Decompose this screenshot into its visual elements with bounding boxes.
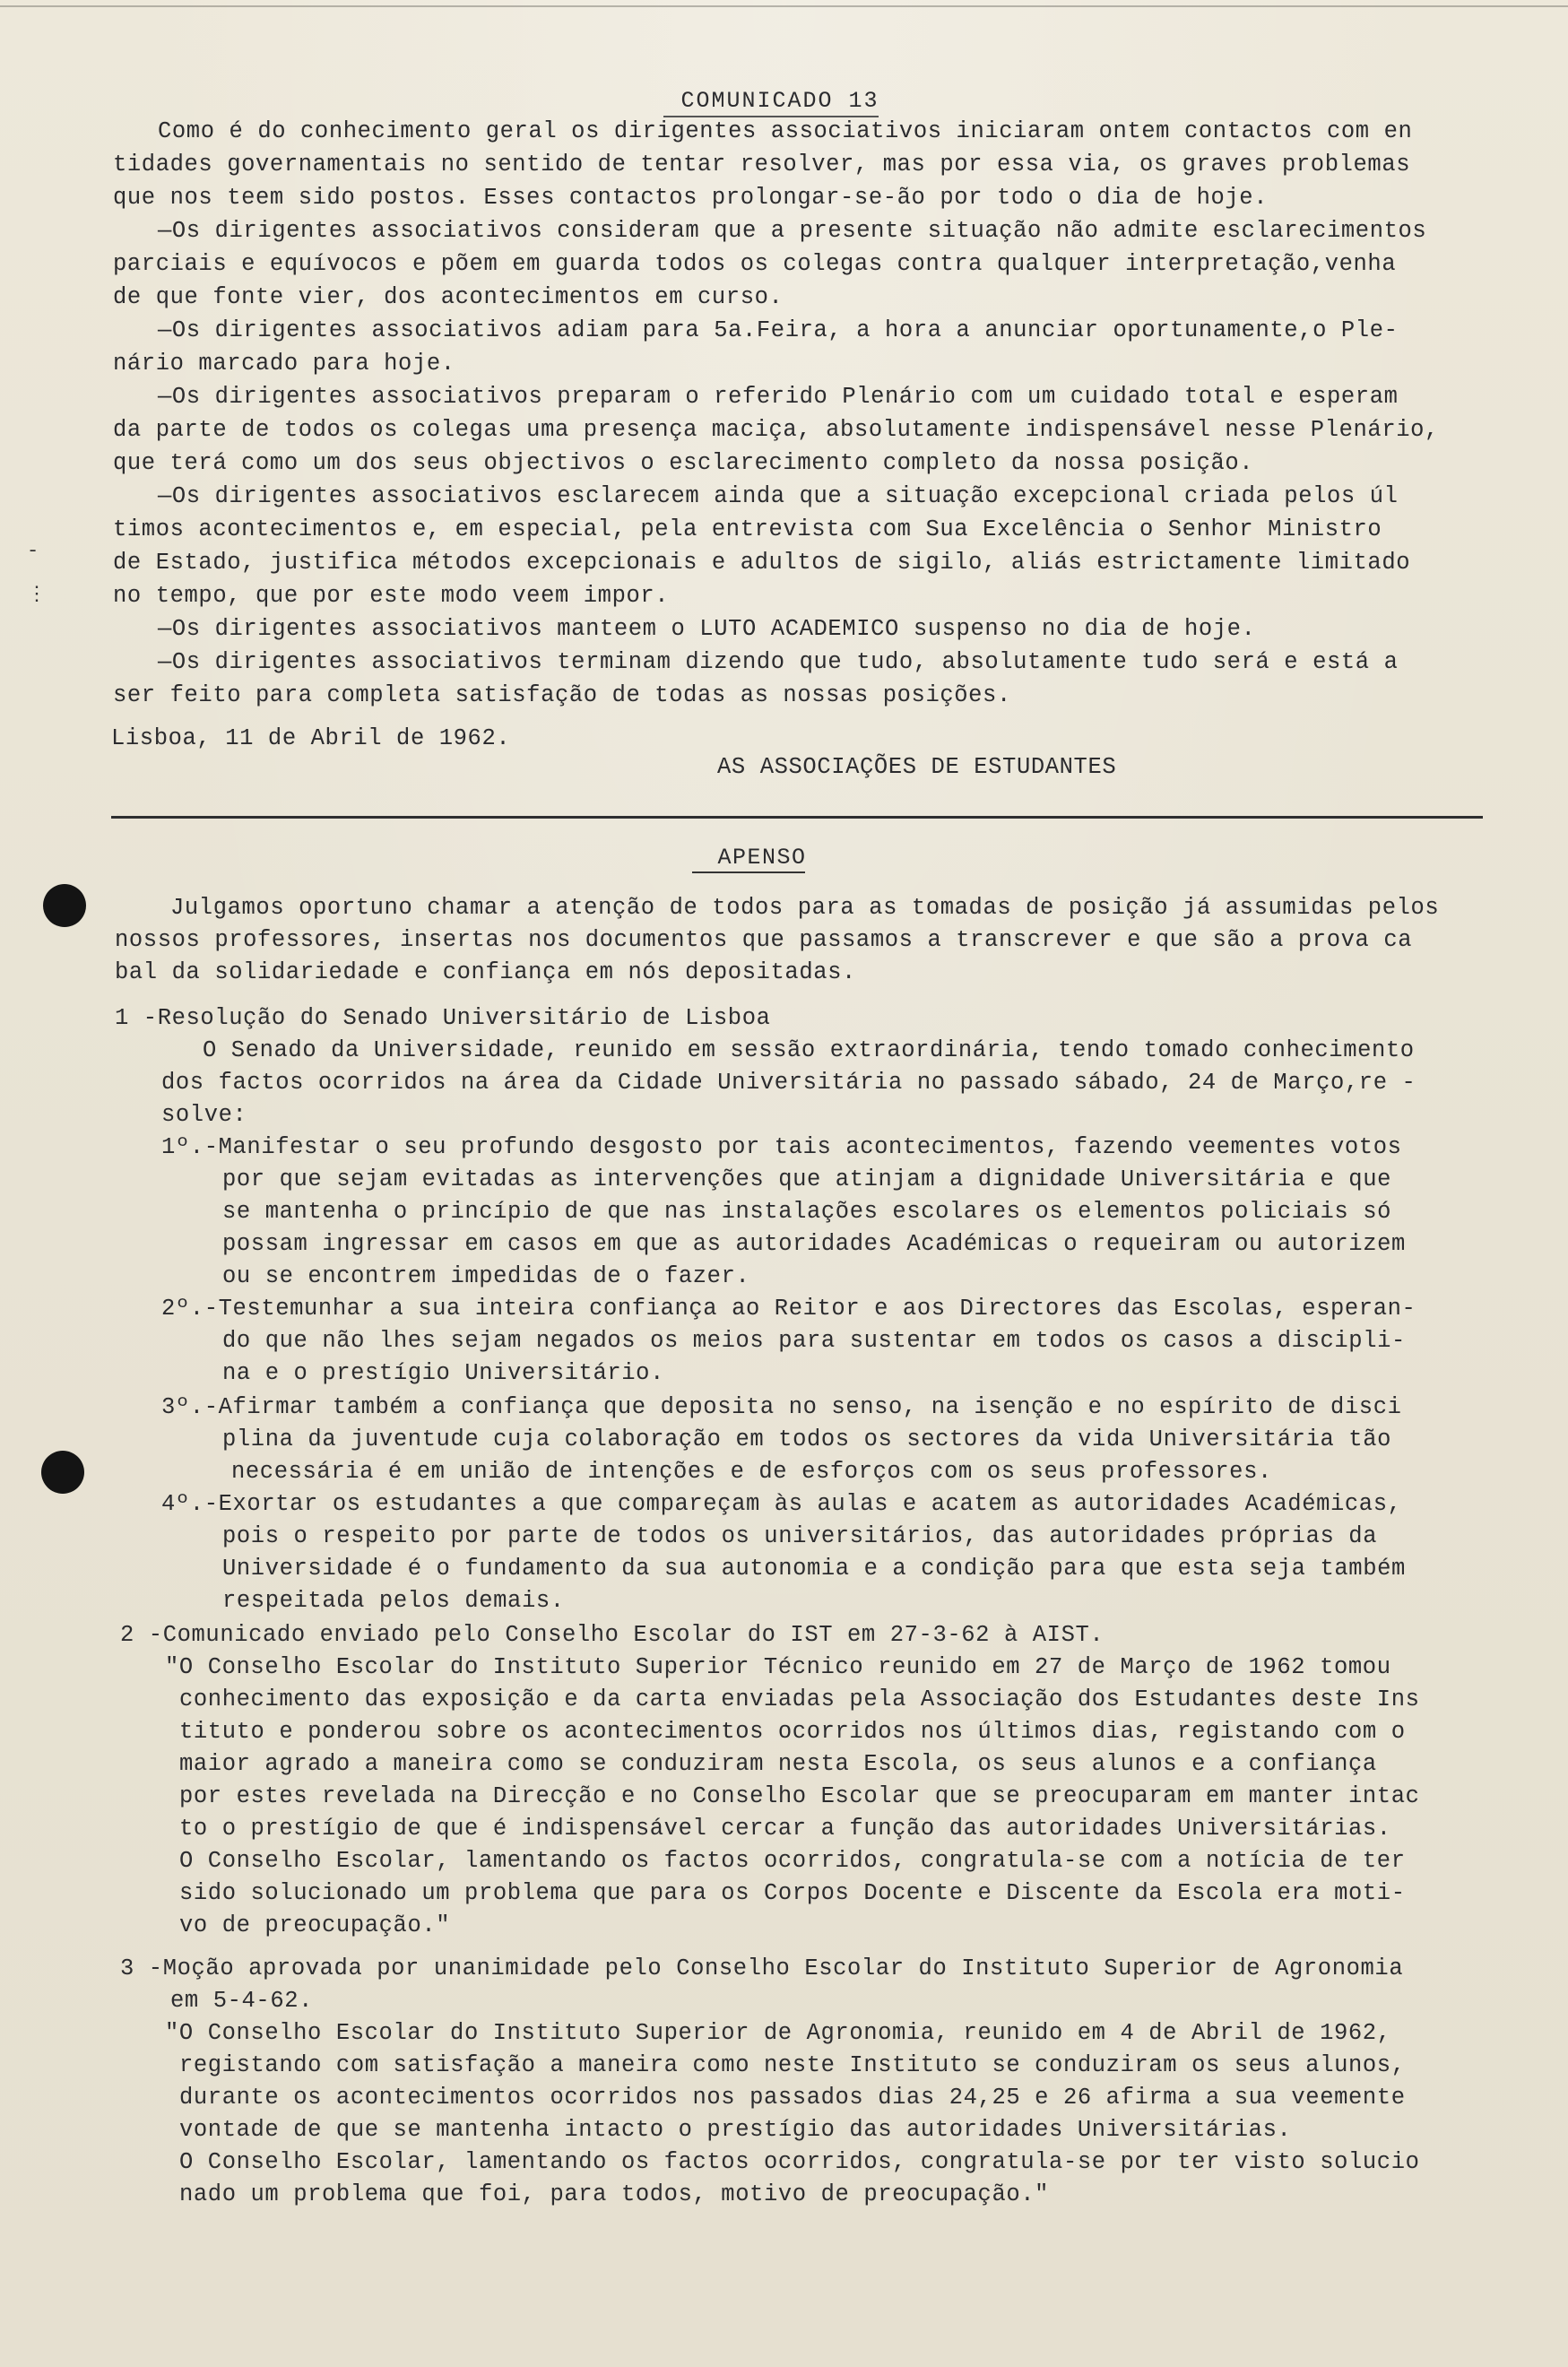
section-line: sido solucionado um problema que para os Corpos Docente e Discente da Escola era moti- bbox=[179, 1880, 1406, 1906]
document-title: COMUNICADO 13 bbox=[680, 88, 879, 114]
paragraph-line: timos acontecimentos e, em especial, pela entrevista com Sua Excelência o Senhor Ministro bbox=[113, 516, 1382, 542]
resolution-item-line: por que sejam evitadas as intervenções que atinjam a dignidade Universitária e que bbox=[222, 1166, 1392, 1192]
resolution-item-line: 1º.-Manifestar o seu profundo desgosto por tais acontecimentos, fazendo veementes votos bbox=[161, 1134, 1402, 1160]
section-heading: 3 -Moção aprovada por unanimidade pelo Conselho Escolar do Instituto Superior de Agronomia bbox=[120, 1955, 1404, 1981]
paragraph-line: ser feito para completa satisfação de todas as nossas posições. bbox=[113, 682, 1011, 708]
section-divider bbox=[111, 816, 1483, 819]
section-line: maior agrado a maneira como se conduziram nesta Escola, os seus alunos e a confiança bbox=[179, 1751, 1377, 1777]
section-line: "O Conselho Escolar do Instituto Superior de Agronomia, reunido em 4 de Abril de 1962, bbox=[165, 2020, 1391, 2046]
section-line: durante os acontecimentos ocorridos nos passados dias 24,25 e 26 afirma a sua veemente bbox=[179, 2085, 1406, 2111]
paragraph-line: —Os dirigentes associativos adiam para 5a.Feira, a hora a anunciar oportunamente,o Ple- bbox=[158, 317, 1399, 343]
section-line: tituto e ponderou sobre os acontecimentos ocorridos nos últimos dias, registando com o bbox=[179, 1719, 1406, 1745]
resolution-item-line: plina da juventude cuja colaboração em todos os sectores da vida Universitária tão bbox=[222, 1426, 1392, 1452]
paragraph-line: nário marcado para hoje. bbox=[113, 351, 455, 377]
apenso-title: APENSO bbox=[717, 845, 807, 871]
apenso-intro-line: nossos professores, insertas nos documentos que passamos a transcrever e que são a prova ca bbox=[115, 927, 1413, 953]
paragraph-line: Como é do conhecimento geral os dirigentes associativos iniciaram ontem contactos com en bbox=[158, 118, 1413, 144]
resolution-item-line: necessária é em união de intenções e de esforços com os seus professores. bbox=[231, 1459, 1272, 1485]
section-heading: 2 -Comunicado enviado pelo Conselho Escolar do IST em 27-3-62 à AIST. bbox=[120, 1622, 1105, 1648]
resolution-item-line: ou se encontrem impedidas de o fazer. bbox=[222, 1263, 750, 1289]
section-line: "O Conselho Escolar do Instituto Superior Técnico reunido em 27 de Março de 1962 tomou bbox=[165, 1654, 1391, 1680]
paragraph-line: —Os dirigentes associativos preparam o referido Plenário com um cuidado total e esperam bbox=[158, 384, 1399, 410]
section-line: dos factos ocorridos na área da Cidade Universitária no passado sábado, 24 de Março,re - bbox=[161, 1070, 1416, 1096]
resolution-item-line: 3º.-Afirmar também a confiança que deposita no senso, na isenção e no espírito de disci bbox=[161, 1394, 1402, 1420]
section-heading: 1 -Resolução do Senado Universitário de Lisboa bbox=[115, 1005, 771, 1031]
paragraph-line: parciais e equívocos e põem em guarda todos os colegas contra qualquer interpretação,venha bbox=[113, 251, 1397, 277]
apenso-intro-line: bal da solidariedade e confiança em nós depositadas. bbox=[115, 959, 856, 985]
paragraph-line: de Estado, justifica métodos excepcionais e adultos de sigilo, aliás estrictamente limitado bbox=[113, 550, 1411, 576]
section-line: O Conselho Escolar, lamentando os factos ocorridos, congratula-se por ter visto solucio bbox=[179, 2149, 1420, 2175]
section-line: vontade de que se mantenha intacto o prestígio das autoridades Universitárias. bbox=[179, 2117, 1292, 2143]
apenso-underline bbox=[692, 871, 805, 873]
paragraph-line: da parte de todos os colegas uma presença maciça, absolutamente indispensável nesse Plenário, bbox=[113, 417, 1439, 443]
page-top-edge bbox=[0, 5, 1568, 7]
section-line: conhecimento das exposição e da carta enviadas pela Associação dos Estudantes deste Ins bbox=[179, 1686, 1420, 1712]
paragraph-line: —Os dirigentes associativos esclarecem ainda que a situação excepcional criada pelos úl bbox=[158, 483, 1399, 509]
resolution-item-line: Universidade é o fundamento da sua autonomia e a condição para que esta seja também bbox=[222, 1556, 1406, 1582]
paragraph-line: tidades governamentais no sentido de tentar resolver, mas por essa via, os graves problemas bbox=[113, 152, 1411, 178]
section-line: O Conselho Escolar, lamentando os factos ocorridos, congratula-se com a notícia de ter bbox=[179, 1848, 1406, 1874]
paragraph-line: que terá como um dos seus objectivos o esclarecimento completo da nossa posição. bbox=[113, 450, 1254, 476]
section-line: O Senado da Universidade, reunido em sessão extraordinária, tendo tomado conhecimento bbox=[203, 1037, 1415, 1063]
resolution-item-line: pois o respeito por parte de todos os universitários, das autoridades próprias da bbox=[222, 1523, 1378, 1549]
section-line: to o prestígio de que é indispensável cercar a função das autoridades Universitárias. bbox=[179, 1816, 1391, 1842]
section-heading: em 5-4-62. bbox=[170, 1988, 314, 2014]
resolution-item-line: 2º.-Testemunhar a sua inteira confiança ao Reitor e aos Directores das Escolas, esperan- bbox=[161, 1296, 1416, 1322]
section-line: vo de preocupação." bbox=[179, 1912, 451, 1938]
resolution-item-line: na e o prestígio Universitário. bbox=[222, 1360, 664, 1386]
paragraph-line: de que fonte vier, dos acontecimentos em curso. bbox=[113, 284, 784, 310]
margin-mark: - bbox=[27, 540, 39, 562]
section-line: solve: bbox=[161, 1102, 247, 1128]
section-line: nado um problema que foi, para todos, motivo de preocupação." bbox=[179, 2181, 1050, 2207]
punch-hole bbox=[41, 1451, 84, 1494]
resolution-item-line: do que não lhes sejam negados os meios para sustentar em todos os casos a discipli- bbox=[222, 1328, 1406, 1354]
resolution-item-line: respeitada pelos demais. bbox=[222, 1588, 565, 1614]
resolution-item-line: possam ingressar em casos em que as autoridades Académicas o requeiram ou autorizem bbox=[222, 1231, 1406, 1257]
paragraph-line: que nos teem sido postos. Esses contactos prolongar-se-ão por todo o dia de hoje. bbox=[113, 185, 1269, 211]
paragraph-line: —Os dirigentes associativos terminam dizendo que tudo, absolutamente tudo será e está a bbox=[158, 649, 1399, 675]
date-line: Lisboa, 11 de Abril de 1962. bbox=[111, 725, 511, 751]
margin-mark: ⋮ bbox=[27, 584, 47, 606]
signature: AS ASSOCIAÇÕES DE ESTUDANTES bbox=[717, 754, 1117, 780]
resolution-item-line: 4º.-Exortar os estudantes a que compareçam às aulas e acatem as autoridades Académicas, bbox=[161, 1491, 1402, 1517]
section-line: registando com satisfação a maneira como neste Instituto se conduziram os seus alunos, bbox=[179, 2052, 1406, 2078]
punch-hole bbox=[43, 884, 86, 927]
paragraph-line: —Os dirigentes associativos manteem o LUTO ACADEMICO suspenso no dia de hoje. bbox=[158, 616, 1256, 642]
resolution-item-line: se mantenha o princípio de que nas instalações escolares os elementos policiais só bbox=[222, 1199, 1392, 1225]
apenso-intro-line: Julgamos oportuno chamar a atenção de todos para as tomadas de posição já assumidas pelos bbox=[170, 895, 1440, 921]
paragraph-line: no tempo, que por este modo veem impor. bbox=[113, 583, 670, 609]
paragraph-line: —Os dirigentes associativos consideram que a presente situação não admite esclarecimentos bbox=[158, 218, 1427, 244]
section-line: por estes revelada na Direcção e no Conselho Escolar que se preocuparam em manter intac bbox=[179, 1783, 1420, 1809]
